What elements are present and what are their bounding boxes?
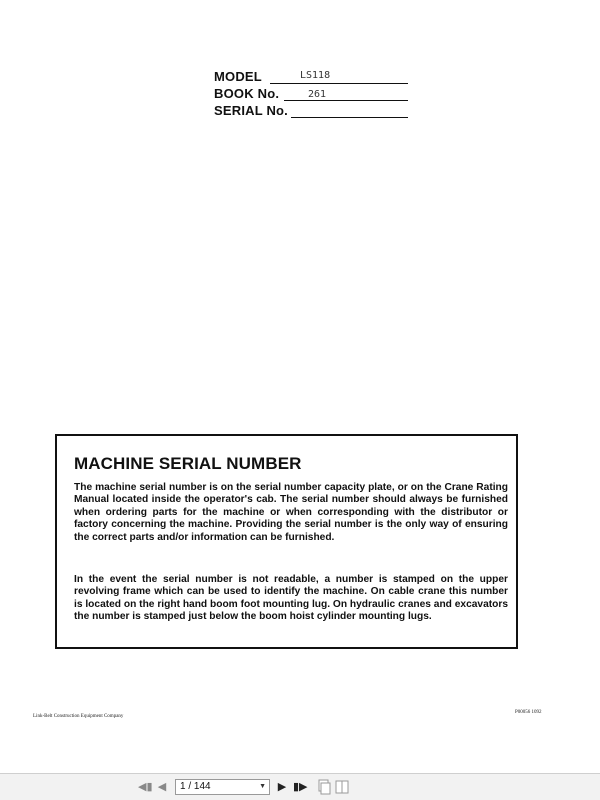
- viewer-toolbar: [0, 774, 600, 800]
- book-value: 261: [308, 89, 327, 100]
- prev-page-icon[interactable]: ◀: [157, 781, 167, 793]
- serial-number-notice: [55, 434, 518, 649]
- page-indicator: 1 / 144: [180, 781, 211, 792]
- serial-line: [291, 117, 408, 118]
- company-footer: Link-Belt Construction Equipment Company: [33, 714, 124, 719]
- notice-paragraph-2: In the event the serial number is not readable, a number is stamped on the upper revolving frame which can be used to identify the machine. On cable crane this number is located on the right hand boom foot mounting lug. On hydraulic cranes and excavators the number is stamped just below the boom hoist cylinder mounting lugs.: [74, 574, 508, 623]
- next-page-icon[interactable]: ▶: [277, 781, 287, 793]
- two-page-view-icon[interactable]: [335, 779, 349, 795]
- notice-title: MACHINE SERIAL NUMBER: [74, 454, 302, 473]
- model-label: MODEL: [214, 69, 262, 84]
- book-row: [214, 85, 410, 102]
- model-value: LS118: [300, 70, 331, 81]
- single-page-view-icon[interactable]: [317, 779, 331, 795]
- book-label: BOOK No.: [214, 86, 280, 101]
- identification-form: [214, 68, 410, 119]
- chevron-down-icon[interactable]: ▼: [259, 783, 266, 790]
- document-code: P00056 1092: [515, 710, 542, 715]
- notice-paragraph-1: The machine serial number is on the serial number capacity plate, or on the Crane Rating Manual located inside the operator's cab. The serial number should always be furnished when ordering parts for the machine or when corresponding with the distributor or factory concerning the machine. Providing the serial number is the only way of ensuring the correct parts and/or information can be furnished.: [74, 482, 508, 543]
- serial-label: SERIAL No.: [214, 103, 288, 118]
- model-row: [214, 68, 410, 85]
- model-line: [270, 83, 408, 84]
- first-page-icon[interactable]: ◀▮: [138, 781, 153, 793]
- page-number-field[interactable]: [175, 779, 270, 795]
- last-page-icon[interactable]: ▮▶: [293, 781, 308, 793]
- serial-row: [214, 102, 410, 119]
- book-line: [284, 100, 408, 101]
